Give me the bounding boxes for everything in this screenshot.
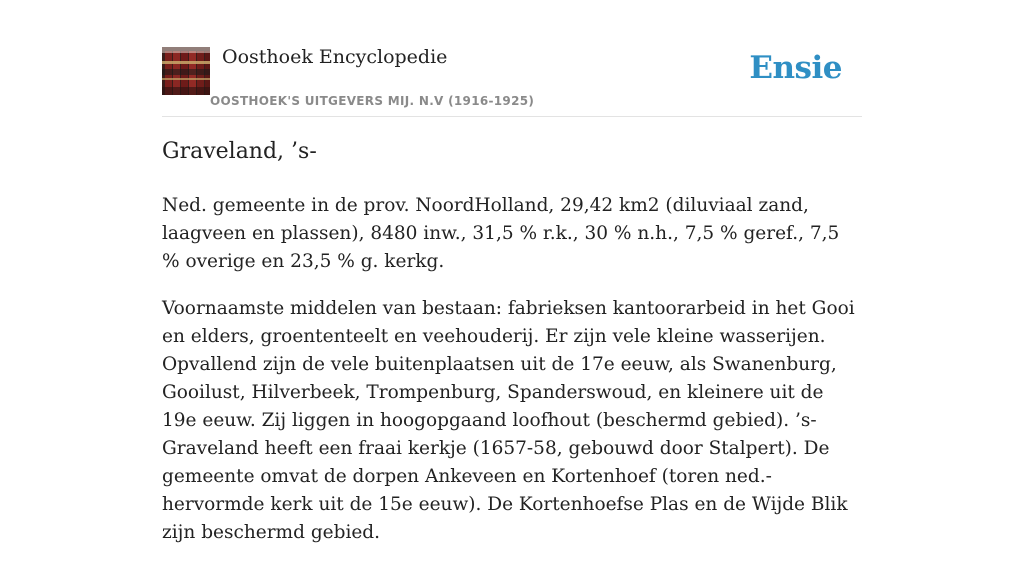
article-body <box>162 192 862 566</box>
article-title: Graveland, ’s- <box>162 139 317 164</box>
encyclopedia-avatar[interactable] <box>162 47 210 95</box>
article-paragraph: Voornaamste middelen van bestaan: fabrieksen kantoorarbeid in het Gooi en elders, groententeelt en veehouderij. Er zijn vele kleine wasserijen. Opvallend zijn de vele buitenplaatsen uit de 17e eeuw, als Swanenburg, Gooilust, Hilverbeek, Trompenburg, Spanderswoud, en kleinere uit de 19e eeuw. Zij liggen in hoogopgaand loofhout (beschermd gebied). ’s-Graveland heeft een fraai kerkje (1657-58, gebouwd door Stalpert). De gemeente omvat de dorpen Ankeveen en Kortenhoef (toren ned.-hervormde kerk uit de 15e eeuw). De Kortenhoefse Plas en de Wijde Blik zijn beschermd gebied. <box>162 298 855 543</box>
publisher-label: OOSTHOEK'S UITGEVERS MIJ. N.V (1916-1925) <box>210 94 535 108</box>
article-paragraph: Ned. gemeente in de prov. NoordHolland, 29,42 km2 (diluviaal zand, laagveen en plassen), 8480 inw., 31,5 % r.k., 30 % n.h., 7,5 % geref., 7,5 % overige en 23,5 % g. kerkg. <box>162 195 840 272</box>
page-container <box>162 0 862 543</box>
book-spines-icon <box>162 47 210 95</box>
ensie-logo-link[interactable]: Ensie <box>749 50 842 86</box>
site-title[interactable]: Oosthoek Encyclopedie <box>222 46 448 68</box>
site-header <box>162 0 862 117</box>
